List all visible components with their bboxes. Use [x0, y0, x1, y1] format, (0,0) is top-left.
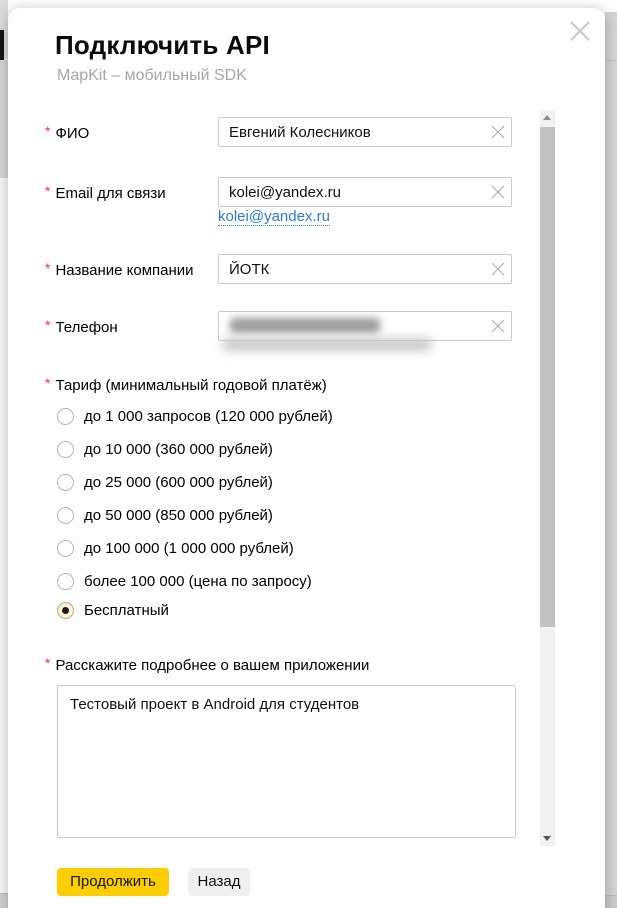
about-textarea[interactable]	[57, 685, 516, 838]
required-marker: *	[45, 183, 51, 199]
phone-input[interactable]	[218, 311, 512, 341]
clear-fio-icon[interactable]	[490, 124, 506, 140]
close-icon[interactable]	[566, 17, 594, 45]
tariff-option-1[interactable]: до 1 000 запросов (120 000 рублей)	[8, 407, 528, 427]
field-row-email	[8, 177, 605, 207]
radio-icon[interactable]	[57, 540, 74, 557]
email-label: * Email для связи	[45, 183, 166, 202]
dialog-title: Подключить API	[55, 30, 270, 60]
tariff-option-2[interactable]: до 10 000 (360 000 рублей)	[8, 440, 528, 460]
clear-email-icon[interactable]	[490, 184, 506, 200]
required-marker: *	[45, 260, 51, 276]
fio-label: * ФИО	[45, 123, 90, 142]
tariff-label: * Тариф (минимальный годовой платёж)	[45, 375, 327, 394]
scroll-down-icon[interactable]	[540, 831, 555, 846]
page-background-right	[605, 0, 617, 908]
clear-company-icon[interactable]	[490, 261, 506, 277]
email-suggestion-link[interactable]: kolei@yandex.ru	[218, 208, 330, 225]
tariff-option-4[interactable]: до 50 000 (850 000 рублей)	[8, 506, 528, 526]
fio-input[interactable]	[218, 117, 512, 147]
scrollbar-thumb[interactable]	[540, 127, 555, 627]
required-marker: *	[45, 375, 51, 391]
field-row-company	[8, 254, 605, 284]
clear-phone-icon[interactable]	[490, 318, 506, 334]
dialog-subtitle: MapKit – мобильный SDK	[57, 67, 247, 84]
continue-button[interactable]: Продолжить	[57, 868, 169, 896]
radio-icon[interactable]	[57, 474, 74, 491]
tariff-option-free[interactable]: Бесплатный	[8, 601, 528, 621]
email-input[interactable]	[218, 177, 512, 207]
field-row-fio	[8, 117, 605, 147]
scroll-up-icon[interactable]	[540, 110, 555, 125]
radio-icon[interactable]	[57, 408, 74, 425]
company-label: * Название компании	[45, 260, 194, 279]
radio-icon[interactable]	[57, 441, 74, 458]
phone-label: * Телефон	[45, 317, 118, 336]
company-input[interactable]	[218, 254, 512, 284]
back-button[interactable]: Назад	[188, 868, 250, 896]
tariff-option-6[interactable]: более 100 000 (цена по запросу)	[8, 572, 528, 592]
about-label: * Расскажите подробнее о вашем приложении	[45, 655, 370, 674]
radio-checked-icon[interactable]	[57, 602, 74, 619]
connect-api-dialog	[8, 8, 605, 908]
background-page-fragment	[0, 30, 4, 60]
radio-icon[interactable]	[57, 573, 74, 590]
field-row-phone	[8, 311, 605, 341]
page-background-left	[0, 0, 8, 908]
required-marker: *	[45, 317, 51, 333]
modal-scrollbar[interactable]	[540, 110, 555, 846]
tariff-option-5[interactable]: до 100 000 (1 000 000 рублей)	[8, 539, 528, 559]
required-marker: *	[45, 123, 51, 139]
radio-icon[interactable]	[57, 507, 74, 524]
tariff-option-3[interactable]: до 25 000 (600 000 рублей)	[8, 473, 528, 493]
required-marker: *	[45, 655, 51, 671]
